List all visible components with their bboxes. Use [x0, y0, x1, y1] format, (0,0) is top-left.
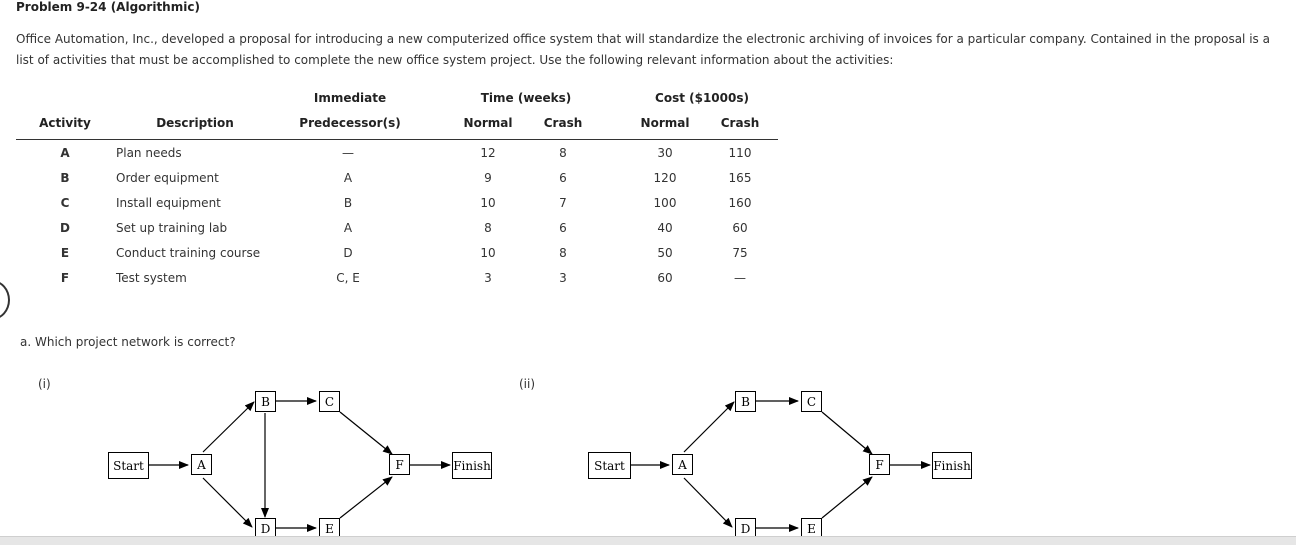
cell-cost-crash: 160: [728, 196, 752, 210]
cell-activity: D: [60, 221, 70, 235]
cell-time-crash: 3: [559, 271, 567, 285]
cell-predecessors: A: [343, 221, 353, 235]
header-predecessors: Predecessor(s): [299, 116, 401, 130]
edge-c-f: [340, 412, 392, 454]
cell-cost-crash: 60: [732, 221, 748, 235]
cell-predecessors: C, E: [336, 271, 360, 285]
cell-cost-normal: 40: [657, 221, 673, 235]
cell-activity: F: [60, 271, 70, 285]
network-diagram-ii: [580, 385, 980, 544]
node-finish: Finish: [932, 452, 972, 479]
header-immediate: Immediate: [313, 91, 387, 105]
node-d: D: [255, 518, 276, 539]
cell-time-normal: 3: [484, 271, 492, 285]
cell-cost-crash: 165: [728, 171, 752, 185]
cell-activity: A: [60, 146, 70, 160]
cell-predecessors: B: [343, 196, 353, 210]
cell-cost-crash: 110: [728, 146, 752, 160]
network-edges-i: [100, 385, 500, 544]
node-a: A: [672, 454, 693, 475]
header-activity: Activity: [39, 116, 91, 130]
cell-time-normal: 8: [484, 221, 492, 235]
cell-time-normal: 10: [480, 246, 496, 260]
edge-a-b: [203, 402, 254, 452]
option-ii-label: (ii): [519, 377, 536, 391]
cell-time-crash: 6: [559, 221, 567, 235]
cell-cost-normal: 30: [657, 146, 673, 160]
node-d: D: [735, 518, 756, 539]
activity-table: [16, 88, 778, 288]
option-i-label: (i): [38, 377, 51, 391]
problem-title: Problem 9-24 (Algorithmic): [16, 0, 200, 14]
cell-predecessors: —: [342, 146, 354, 160]
cell-cost-crash: —: [734, 271, 746, 285]
header-rule: [16, 139, 778, 140]
problem-intro: Office Automation, Inc., developed a proposal for introducing a new computerized office system that will standardize the electronic archiving of invoices for a particular company. Contained in the proposal is a list of activities that must be accomplished to complete the new office system project. Use the following relevant information about the activities:: [16, 32, 1270, 67]
answer-indicator-circle: [0, 280, 10, 320]
cell-time-normal: 12: [480, 146, 496, 160]
edge-a-d: [684, 478, 732, 527]
edge-c-f: [822, 412, 872, 454]
node-start: Start: [108, 452, 149, 479]
header-cost-crash: Crash: [720, 116, 760, 130]
cell-time-normal: 9: [484, 171, 492, 185]
cell-time-crash: 6: [559, 171, 567, 185]
node-b: B: [255, 391, 276, 412]
cell-predecessors: A: [343, 171, 353, 185]
cell-description: Order equipment: [116, 171, 219, 185]
node-f: F: [389, 454, 410, 475]
cell-activity: C: [60, 196, 70, 210]
node-start: Start: [588, 452, 631, 479]
header-time: Time (weeks): [480, 91, 572, 105]
edge-e-f: [340, 477, 392, 518]
cell-cost-normal: 100: [653, 196, 677, 210]
node-finish: Finish: [452, 452, 492, 479]
node-e: E: [319, 518, 340, 539]
cell-description: Test system: [116, 271, 187, 285]
node-c: C: [319, 391, 340, 412]
cell-cost-crash: 75: [732, 246, 748, 260]
header-cost: Cost ($1000s): [655, 91, 749, 105]
cell-description: Conduct training course: [116, 246, 261, 260]
edge-a-d: [203, 478, 252, 527]
node-f: F: [869, 454, 890, 475]
cell-cost-normal: 60: [657, 271, 673, 285]
node-a: A: [191, 454, 212, 475]
cell-time-normal: 10: [480, 196, 496, 210]
network-diagram-i: [100, 385, 500, 544]
cell-description: Set up training lab: [116, 221, 228, 235]
node-c: C: [801, 391, 822, 412]
cell-activity: B: [60, 171, 70, 185]
cell-time-crash: 7: [559, 196, 567, 210]
cell-activity: E: [60, 246, 70, 260]
question-text: a. Which project network is correct?: [20, 335, 236, 349]
header-description: Description: [156, 116, 234, 130]
cell-time-crash: 8: [559, 246, 567, 260]
cell-time-crash: 8: [559, 146, 567, 160]
cell-description: Install equipment: [116, 196, 221, 210]
cell-predecessors: D: [343, 246, 353, 260]
header-time-normal: Normal: [463, 116, 513, 130]
cell-cost-normal: 120: [653, 171, 677, 185]
header-time-crash: Crash: [543, 116, 583, 130]
node-e: E: [801, 518, 822, 539]
edge-a-b: [684, 402, 734, 452]
cell-description: Plan needs: [116, 146, 182, 160]
header-cost-normal: Normal: [640, 116, 690, 130]
node-b: B: [735, 391, 756, 412]
cell-cost-normal: 50: [657, 246, 673, 260]
network-edges-ii: [580, 385, 980, 544]
edge-e-f: [822, 477, 872, 518]
